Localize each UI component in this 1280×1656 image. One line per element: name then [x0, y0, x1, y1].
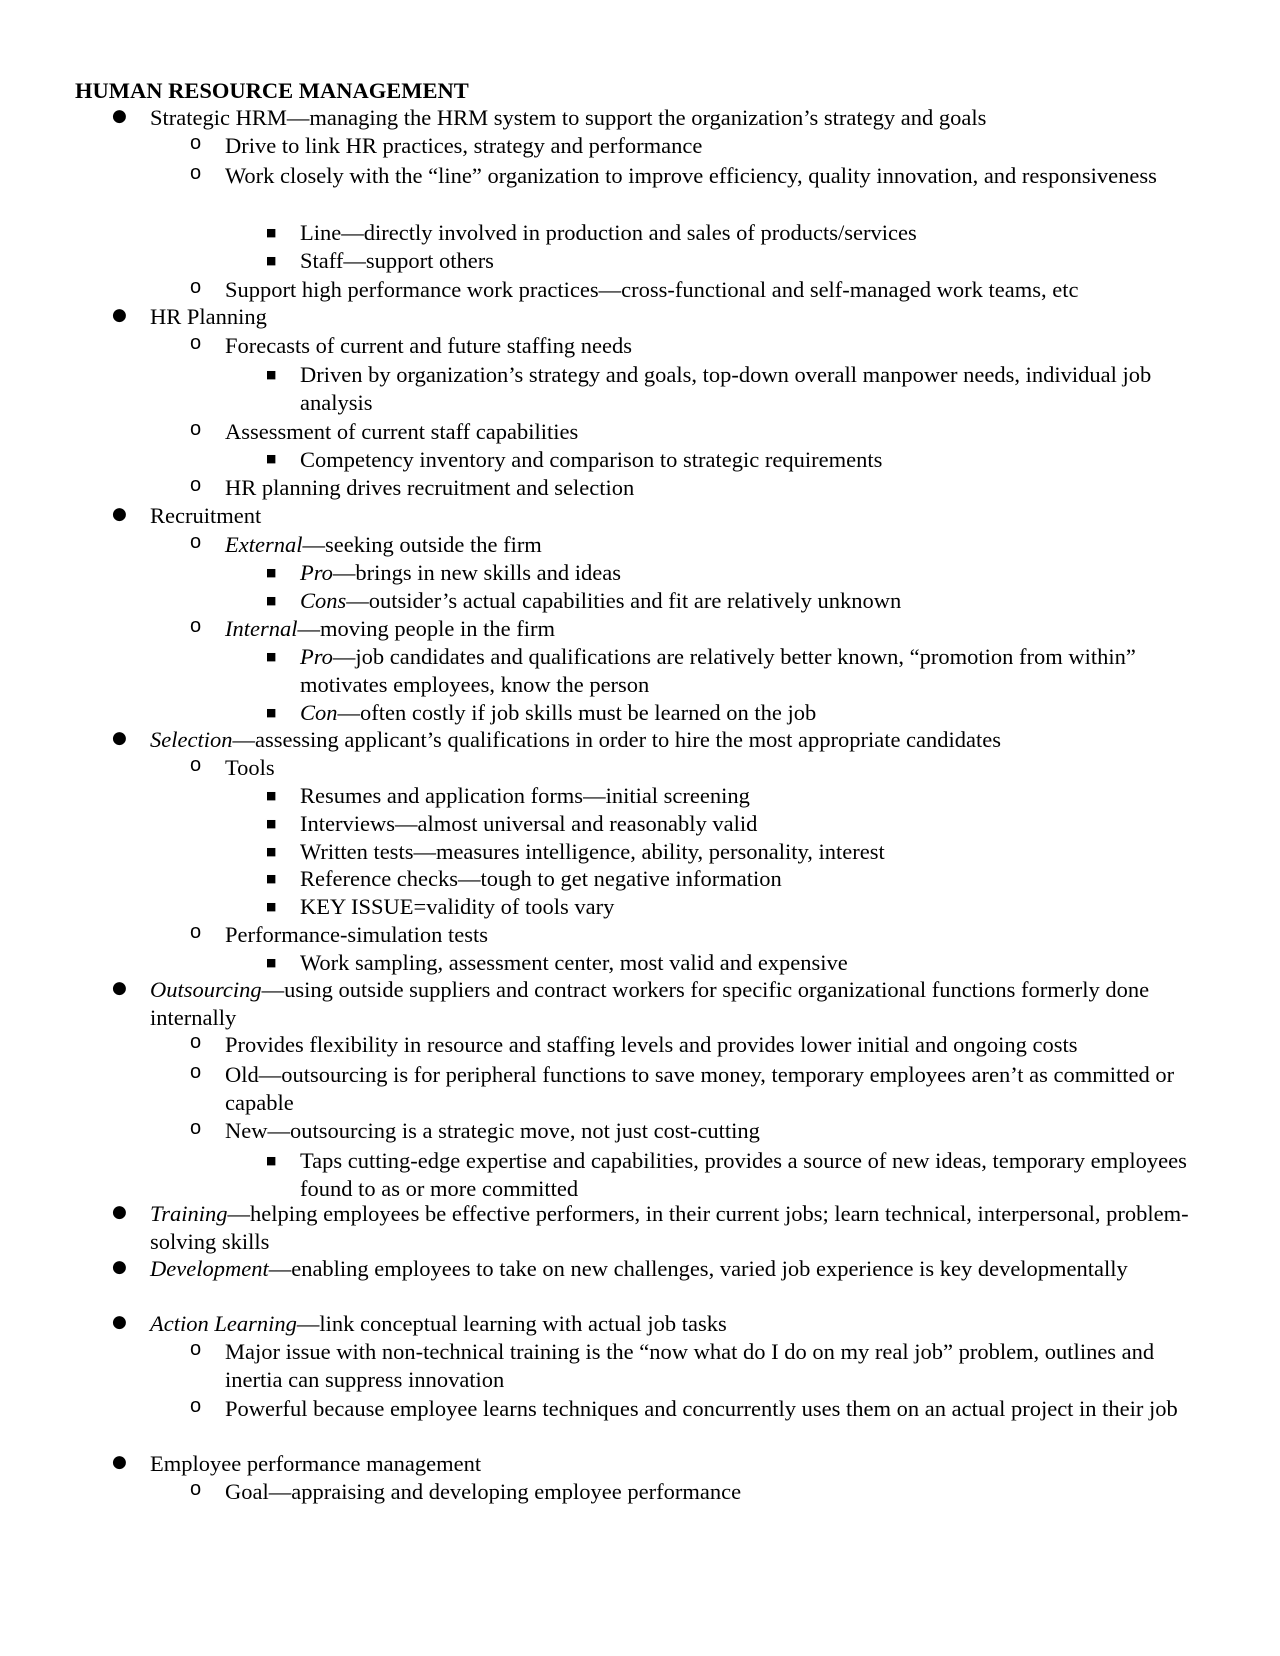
sub-bullet: Work closely with the “line” organization to improve efficiency, quality innovation, and responsiveness	[225, 163, 1157, 188]
sub-bullet-marker: o	[190, 531, 202, 553]
sub-bullet-marker: o	[190, 1061, 202, 1083]
bullet-marker: ●	[112, 1312, 127, 1332]
square-bullet-marker: ■	[266, 226, 277, 239]
bullet-text: —link conceptual learning with actual job tasks	[296, 1311, 727, 1336]
emphasis: Action Learning	[150, 1311, 297, 1336]
detail-bullet: Line—directly involved in production and sales of products/services	[300, 220, 917, 245]
bullet-marker: ●	[112, 1452, 127, 1472]
sub-bullet-marker: o	[190, 615, 202, 637]
bullet-text: —helping employees be effective performers, in their current jobs; learn technical, interpersonal, problem-solving skills	[150, 1201, 1189, 1254]
detail-bullet: Interviews—almost universal and reasonably valid	[300, 811, 758, 836]
square-bullet-marker: ■	[266, 900, 277, 913]
detail-bullet: Staff—support others	[300, 248, 494, 273]
emphasis: Pro	[300, 644, 333, 669]
sub-bullet-external	[225, 531, 542, 559]
square-bullet-marker: ■	[266, 1154, 277, 1167]
detail-bullet: Driven by organization’s strategy and goals, top-down overall manpower needs, individual job analysis	[300, 362, 1152, 415]
detail-text: —job candidates and qualifications are relatively better known, “promotion from within” motivates employees, know the person	[300, 644, 1136, 697]
square-bullet-marker: ■	[266, 956, 277, 969]
sub-bullet-marker: o	[190, 132, 202, 154]
sub-bullet-marker: o	[190, 1031, 202, 1053]
sub-bullet: Old—outsourcing is for peripheral functions to save money, temporary employees aren’t as committed or capable	[225, 1062, 1175, 1115]
bullet-recruitment: Recruitment	[150, 503, 262, 528]
detail-text: —outsider’s actual capabilities and fit are relatively unknown	[346, 588, 902, 613]
bullet-strategic-hrm: Strategic HRM—managing the HRM system to support the organization’s strategy and goals	[150, 105, 987, 130]
square-bullet-marker: ■	[266, 789, 277, 802]
sub-bullet-text: —moving people in the firm	[297, 616, 555, 641]
sub-bullet: Provides flexibility in resource and staffing levels and provides lower initial and ongoing costs	[225, 1032, 1078, 1057]
sub-bullet: New—outsourcing is a strategic move, not just cost-cutting	[225, 1118, 760, 1143]
bullet-text: —enabling employees to take on new challenges, varied job experience is key developmentally	[268, 1256, 1128, 1281]
sub-bullet-marker: o	[190, 332, 202, 354]
sub-bullet-marker: o	[190, 1395, 202, 1417]
detail-bullet: Resumes and application forms—initial screening	[300, 783, 750, 808]
emphasis: Internal	[225, 616, 298, 641]
sub-bullet-internal	[225, 615, 555, 643]
detail-bullet: Work sampling, assessment center, most valid and expensive	[300, 950, 848, 975]
square-bullet-marker: ■	[266, 650, 277, 663]
detail-bullet: Competency inventory and comparison to strategic requirements	[300, 447, 883, 472]
square-bullet-marker: ■	[266, 845, 277, 858]
emphasis: Pro	[300, 560, 333, 585]
bullet-marker: ●	[112, 504, 127, 524]
sub-bullet-marker: o	[190, 1338, 202, 1360]
detail-bullet: Reference checks—tough to get negative information	[300, 866, 782, 891]
sub-bullet: Drive to link HR practices, strategy and performance	[225, 133, 703, 158]
detail-text: —brings in new skills and ideas	[332, 560, 622, 585]
sub-bullet: Powerful because employee learns techniques and concurrently uses them on an actual project in their job	[225, 1396, 1178, 1421]
bullet-outsourcing	[150, 976, 1210, 1032]
detail-bullet: KEY ISSUE=validity of tools vary	[300, 894, 615, 919]
bullet-marker: ●	[112, 1257, 127, 1277]
sub-bullet-marker: o	[190, 474, 202, 496]
emphasis: Training	[150, 1201, 228, 1226]
bullet-marker: ●	[112, 305, 127, 325]
sub-bullet: Performance-simulation tests	[225, 922, 489, 947]
square-bullet-marker: ■	[266, 452, 277, 465]
square-bullet-marker: ■	[266, 254, 277, 267]
sub-bullet-marker: o	[190, 418, 202, 440]
sub-bullet: Support high performance work practices—cross-functional and self-managed work teams, etc	[225, 277, 1079, 302]
emphasis: Development	[150, 1256, 269, 1281]
square-bullet-marker: ■	[266, 566, 277, 579]
sub-bullet-marker: o	[190, 276, 202, 298]
detail-text: —often costly if job skills must be learned on the job	[337, 700, 817, 725]
square-bullet-marker: ■	[266, 594, 277, 607]
sub-bullet-marker: o	[190, 1478, 202, 1500]
emphasis: External	[225, 532, 303, 557]
bullet-marker: ●	[112, 978, 127, 998]
square-bullet-marker: ■	[266, 817, 277, 830]
sub-bullet: Goal—appraising and developing employee performance	[225, 1479, 742, 1504]
bullet-performance-management: Employee performance management	[150, 1451, 482, 1476]
square-bullet-marker: ■	[266, 368, 277, 381]
bullet-text: —using outside suppliers and contract workers for specific organizational functions formerly done internally	[150, 977, 1150, 1030]
sub-bullet: Assessment of current staff capabilities	[225, 419, 579, 444]
emphasis: Cons	[300, 588, 347, 613]
emphasis: Outsourcing	[150, 977, 262, 1002]
detail-bullet	[300, 643, 1200, 699]
detail-bullet	[300, 699, 816, 727]
square-bullet-marker: ■	[266, 706, 277, 719]
document-title: HUMAN RESOURCE MANAGEMENT	[75, 78, 469, 103]
bullet-marker: ●	[112, 728, 127, 748]
detail-bullet	[300, 559, 621, 587]
emphasis: Selection	[150, 727, 233, 752]
bullet-development	[150, 1255, 1210, 1283]
sub-bullet-marker: o	[190, 1117, 202, 1139]
sub-bullet-marker: o	[190, 162, 202, 184]
bullet-action-learning	[150, 1310, 727, 1338]
sub-bullet: Tools	[225, 755, 275, 780]
detail-bullet: Taps cutting-edge expertise and capabilities, provides a source of new ideas, temporary employees found to as or more committed	[300, 1148, 1187, 1201]
bullet-hr-planning: HR Planning	[150, 304, 267, 329]
sub-bullet-text: —seeking outside the firm	[302, 532, 542, 557]
bullet-training	[150, 1200, 1210, 1256]
bullet-text: —assessing applicant’s qualifications in order to hire the most appropriate candidates	[232, 727, 1002, 752]
emphasis: Con	[300, 700, 338, 725]
sub-bullet-marker: o	[190, 754, 202, 776]
bullet-marker: ●	[112, 1202, 127, 1222]
sub-bullet: Forecasts of current and future staffing needs	[225, 333, 632, 358]
sub-bullet: HR planning drives recruitment and selection	[225, 475, 635, 500]
square-bullet-marker: ■	[266, 872, 277, 885]
bullet-marker: ●	[112, 106, 127, 126]
sub-bullet: Major issue with non-technical training is the “now what do I do on my real job” problem, outlines and inertia can suppress innovation	[225, 1339, 1155, 1392]
sub-bullet-marker: o	[190, 921, 202, 943]
detail-bullet: Written tests—measures intelligence, ability, personality, interest	[300, 839, 885, 864]
detail-bullet	[300, 587, 901, 615]
bullet-selection	[150, 726, 1001, 754]
